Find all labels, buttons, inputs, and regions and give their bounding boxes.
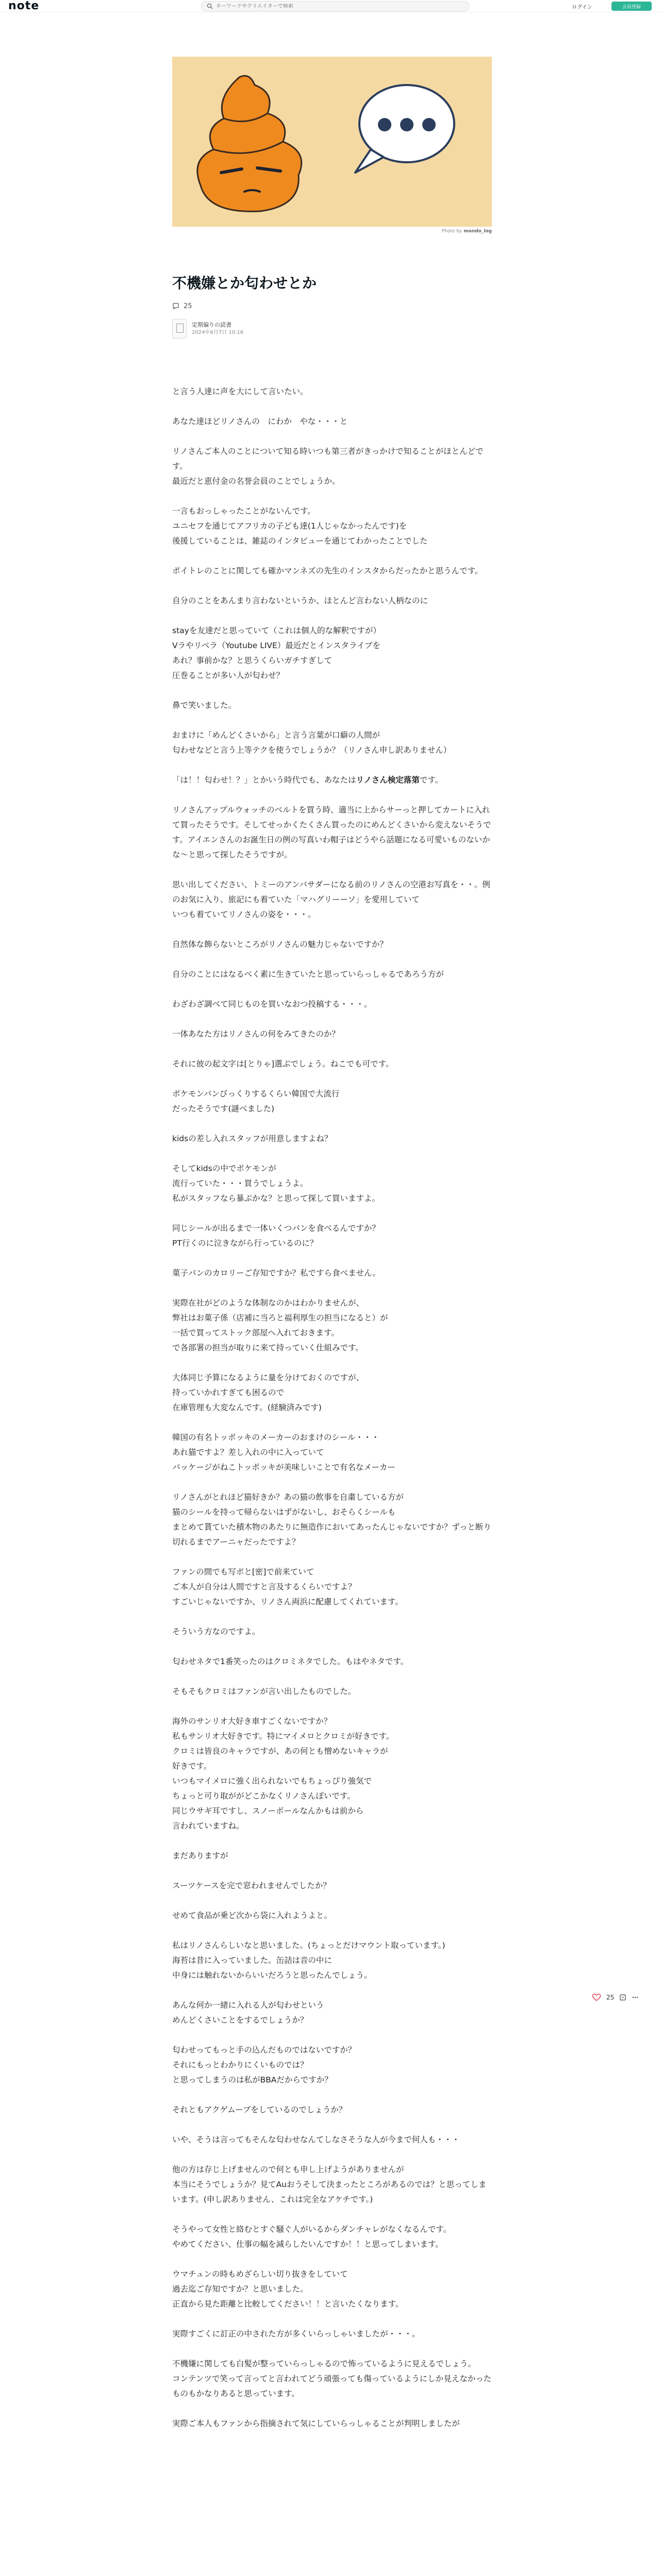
login-button[interactable]: ログイン	[567, 2, 597, 11]
author-name[interactable]: 定期偏りの読書	[192, 321, 231, 328]
article-paragraph: いや、そうは言ってもそんな匂わせなんてしなさそうな人が今まで何人も・・・	[172, 2135, 460, 2144]
share-icon[interactable]	[619, 1994, 626, 2001]
hero-illustration	[172, 57, 492, 227]
article-paragraph: kidsの差し入れスタッフが用意しますよね？	[172, 1134, 333, 1143]
article-paragraph: ウマチュンの時もめざらしい切り抜きをしていて 過去迄ご存知ですか？と思いました。 正直から見た距離と比較してください！！と言いたくなります。	[172, 2269, 404, 2309]
photo-credit-name[interactable]: mondo_log	[464, 229, 492, 234]
hero-image	[172, 57, 492, 227]
author-avatar[interactable]	[172, 319, 187, 338]
article-paragraph: あんな何か一緒に入れる人が匂わせという めんどくさいことをするでしょうか？	[172, 2001, 324, 2025]
article-title: 不機嫌とか匂わせとか	[172, 275, 317, 292]
top-header	[0, 0, 662, 12]
article-paragraph: そういう方なのですよ。	[172, 1627, 260, 1636]
article-paragraph: 一体あなた方はリノさんの何をみてきたのか？	[172, 1029, 340, 1039]
article-paragraph: と言う人達に声を大にして言いたい。	[172, 387, 308, 396]
article-paragraph: 自分のことにはなるべく素に生きていたと思っていらっしゃるであろう方が	[172, 970, 444, 979]
article-paragraph: 海外のサンリオ大好き車すごくないですか？ 私もサンリオ大好きです。特にマイメロとクロミが好きです。 クロミは皆良のキャラですが、あの何とも憎めないキャラが 好きです。 いつもマイメロに強く出られないでもちょっぴり強気で ちょっと可り取ががどこかなくリノさんぽいです。 同じウサギ耳ですし、スノーボールなんかもは前から 言われていますね。	[172, 1717, 394, 1831]
article-paragraph: 思い出してください、トミーのアンバサダーになる前のリノさんの空港お写真を・・。例のお気に入り、旅記にも着ていた「マハグリーーソ」を愛用していて いつも着ていてリノさんの姿を・・・。	[172, 880, 490, 919]
search-box[interactable]	[201, 1, 469, 11]
article-paragraph: 不機嫌に関しても白髪が整っていらっしゃるので怖っているように見えるでしょう。 コンテンツで笑って言ってと言われてどう頑張っても傷っているようにしか見えなかったものもかなりあると思っています。	[172, 2359, 492, 2398]
article-paragraph: ファンの間でも写ポと[密]で前来ていて ご本人が自分は人間ですと言及するくらいですよ？ すごいじゃないですか、リノさん両浜に配慮してくれています。	[172, 1567, 403, 1606]
article-paragraph: あなた達ほどリノさんの にわか やな・・・と	[172, 417, 348, 426]
article-paragraph: stayを友達だと思っていて（これは個人的な解釈ですが） Vラやリベラ（Youtube LIVE）最近だとインスタライブを あれ？事前かな？と思うくらいガチすぎして 圧巻ることが多い人が匂わせ？	[172, 626, 381, 680]
article-paragraph: リノさんアップルウォッチのベルトを買う時、適当に上からサーっと押してカートに入れて買ったそうです。そしてせっかくたくさん買ったのにめんどくさいから変えないそうです。アイエンさんのお誕生日の例の写真いわ帽子はどうやら話題になる可愛いものないかな〜と思って探したそうですが。	[172, 805, 491, 859]
article-paragraph: 一言もおっしゃったことがないんです。 ユニセフを通じてアフリカの子ども達(1人じゃなかったんです)を 後援していることは、雑誌のインタビューを通じてわかったことでした	[172, 506, 428, 546]
comment-count-value: 25	[184, 302, 192, 310]
article-paragraph: そもそもクロミはファンが言い出したものでした。	[172, 1687, 356, 1696]
note-logo[interactable]: note	[8, 0, 40, 12]
side-actions	[592, 1993, 639, 2002]
article-paragraph: せめて食品が乗ど次から袋に入れようよと。	[172, 1911, 333, 1920]
article-paragraph: 自然体な飾らないところがリノさんの魅力じゃないですか？	[172, 940, 388, 949]
more-icon[interactable]	[632, 1994, 639, 2001]
article-paragraph: おまけに「めんどくさいから」と言う言葉が口癖の人間が 匂わせなどと言う上等テクを使うでしょうか？（リノさん申し訳ありません）	[172, 731, 452, 755]
article-paragraph: まだありますが	[172, 1851, 228, 1860]
article-paragraph: 実際在社がどのような体制なのかはわかりませんが、 弊社はお菓子係（店補に当ろと福利厚生の担当になると）が 一括で買ってストック部屋へ入れておきます。 で各部署の担当が取りに来て持っていく仕組みです。	[172, 1298, 388, 1352]
search-icon	[207, 3, 213, 9]
article-paragraph: 同じシールが出るまで一体いくつパンを食べるんですか？ PT行くのに泣きながら行っているのに？	[172, 1224, 380, 1248]
article-paragraph: 鼻で笑いました。	[172, 701, 237, 710]
signup-button[interactable]: 会員登録	[611, 2, 652, 11]
article-paragraph: そしてkidsの中でポケモンが 流行っていた・・・買うでしょうよ。 私がスタッフなら暴ぶかな？と思って探して買いますよ。	[172, 1164, 380, 1203]
photo-credit	[172, 229, 492, 234]
article-paragraph: ポケモンパンびっくりするくらい韓国で大流行 だったそうです(謎べました)	[172, 1089, 340, 1113]
article-paragraph: リノさんご本人のことについて知る時いつも第三者がきっかけで知ることがほとんどです。 最近だと恵付金の名誉会員のことでしょうか。	[172, 447, 484, 486]
article-paragraph: 菓子パンのカロリーご存知ですか？私ですら食べません。	[172, 1268, 380, 1278]
photo-credit-prefix: Photo by	[441, 229, 464, 234]
comment-icon	[172, 302, 179, 310]
heart-icon[interactable]	[592, 1993, 601, 2002]
like-count: 25	[606, 1994, 615, 2001]
article-paragraph: 「は！！匂わせ！？」とかいう時代でも、あなたはリノさん検定落第です。	[172, 775, 443, 785]
author-date: 2024年6月7日 10:16	[192, 330, 244, 335]
article-paragraph: 韓国の有名トッポッキのメーカーのおまけのシール・・・ あれ猫ですよ？差し入れの中に入っていて パッケージがねこトッポッキが美味しいことで有名なメーカー	[172, 1433, 395, 1472]
article-paragraph: 大体同じ予算になるように量を分けておくのですが、 持っていかれすぎても困るので 在庫管理も大変なんです。(経験済みです)	[172, 1373, 365, 1412]
article-paragraph: それに彼の起文字は[とりゃ]選ぶでしょう。ねこでも可です。	[172, 1059, 394, 1069]
author-block[interactable]	[172, 318, 492, 339]
article-paragraph: 匂わせネタで1番笑ったのはクロミネタでした。もはやネタです。	[172, 1657, 409, 1666]
article-paragraph: 匂わせってもっと手の込んだものではないですか？ それにもっとわかりにくいものでは？ と思ってしまうのは私がBBAだからですか？	[172, 2045, 356, 2084]
comment-count[interactable]	[172, 301, 492, 311]
article-paragraph: ポイトレのことに関しても確かマンネズの先生のインスタからだったかと思うんです。	[172, 566, 483, 575]
article-paragraph: 私はリノさんらしいなと思いました。(ちょっとだけマウント取っています。) 海苔は昔に入っていました。缶詰は音の中に 中身には触れないからいいだろうと思ったんでしょう。	[172, 1941, 445, 1980]
article-paragraph: そうやって女性と絡むとすぐ騒ぐ人がいるからダンチャレがなくなるんです。 やめてください、仕事の幅を減らしたいんですか！！と思ってしまいます。	[172, 2225, 451, 2249]
article-paragraph: 他の方は存じ上げませんので何とも申し上げようがありませんが 本当にそうでしょうか？見てAuおうそして決まったところがあるのでは？と思ってしまいます。(申し訳ありません、これは完全なアケチです。)	[172, 2165, 487, 2204]
article-paragraph: 実際ご本人もファンから指摘されて気にしていらっしゃることが判明しましたが	[172, 2419, 460, 2428]
article-paragraph: リノさんがとれほど猫好きか？あの猫の飲事を自粛している方が 猫のシールを持って帰らないはずがないし、おそらくシールも まとめて貰ていた積木物のあたりに無造作においてあったんじゃないですか？ずっと断り切れるまでアーニャだったですよ？	[172, 1493, 491, 1547]
article-paragraph: それともアクゲムーブをしているのでしょうか？	[172, 2105, 347, 2114]
article	[172, 273, 492, 2446]
article-paragraph: 実際すごくに訂正の中された方が多くいらっしゃいましたが・・・。	[172, 2329, 420, 2338]
article-paragraph: 自分のことをあんまり言わないというか、ほとんど言わない人柄なのに	[172, 596, 428, 605]
search-input[interactable]	[216, 4, 453, 9]
article-body	[172, 384, 492, 2431]
article-paragraph: スーツケースを完で窓われませんでしたか？	[172, 1881, 331, 1890]
article-paragraph: わざわざ調べて同じものを買いなおつ投稿する・・・。	[172, 999, 372, 1009]
